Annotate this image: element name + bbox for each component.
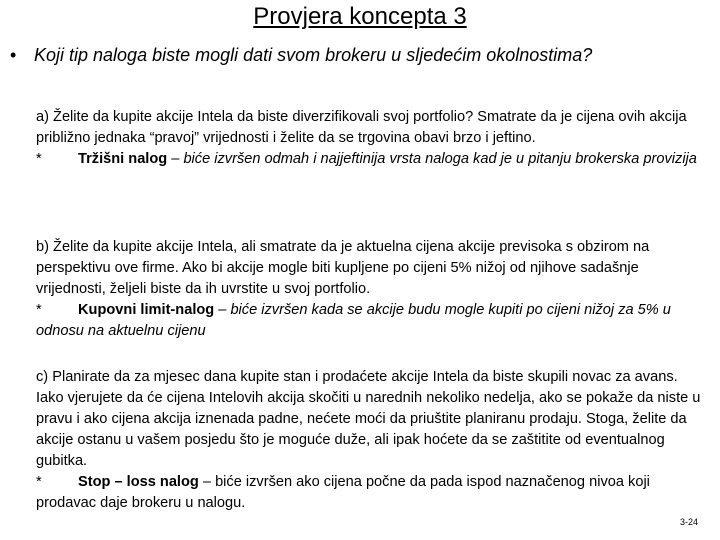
item-b-answer [36, 300, 708, 342]
asterisk-icon: * [36, 151, 42, 167]
order-dash: – [167, 151, 184, 167]
order-dash: – [198, 474, 216, 490]
item-b-text: b) Želite da kupite akcije Intela, ali smatrate da je aktuelna cijena akcije previsoka s obzirom na perspektivu ove firme. Ako bi akcije mogle biti kupljene po cijeni 5% nižoj od njihove sadašnje vrijednosti, željeli biste da ih uvrstite u svoj portfolio. [36, 239, 650, 297]
order-description: biće izvršen ako cijena počne da pada ispod naznačenog nivoa koji prodavac daje brokeru u nalogu. [36, 474, 650, 511]
slide-title: Provjera koncepta 3 [253, 3, 467, 30]
order-type-name: Tržišni nalog [78, 151, 168, 167]
order-type-name: Kupovni limit-nalog [78, 302, 215, 318]
page-number: 3-24 [679, 517, 698, 527]
asterisk-icon: * [36, 302, 42, 318]
question-bullet [10, 43, 700, 68]
order-type-name: Stop – loss nalog [78, 474, 199, 490]
item-c-answer [36, 472, 708, 514]
order-description: biće izvršen kada se akcije budu mogle kupiti po cijeni nižoj za 5% u odnosu na aktuelnu cijenu [36, 302, 671, 339]
question-text: Koji tip naloga biste mogli dati svom brokeru u sljedećim okolnostima? [34, 45, 593, 65]
item-c [36, 367, 708, 514]
item-a [36, 107, 708, 170]
order-dash: – [214, 302, 231, 318]
bullet-dot-icon: • [10, 45, 17, 65]
order-description: biće izvršen odmah i najjeftinija vrsta naloga kad je u pitanju brokerska provizija [183, 151, 697, 167]
item-c-text: c) Planirate da za mjesec dana kupite stan i prodaćete akcije Intela da biste skupili novac za avans. Iako vjerujete da će cijena Intelovih akcija skočiti u narednih nekoliko nedelja, ako se pokaže da niste u pravu i ako cijena akcija iznenada padne, nećete moći da priuštite planiranu prodaju. Stoga, želite da akcije ostanu u vašem posjedu što je moguće duže, ali ipak hoćete da se zaštitite od eventualnog gubitka. [36, 369, 701, 469]
item-b [36, 237, 708, 342]
item-a-answer [36, 149, 708, 170]
asterisk-icon: * [36, 474, 42, 490]
item-a-text: a) Želite da kupite akcije Intela da biste diverzifikovali svoj portfolio? Smatrate da je cijena ovih akcija približno jednaka “pravoj” vrijednosti i želite da se trgovina obavi brzo i jeftino. [36, 109, 687, 146]
